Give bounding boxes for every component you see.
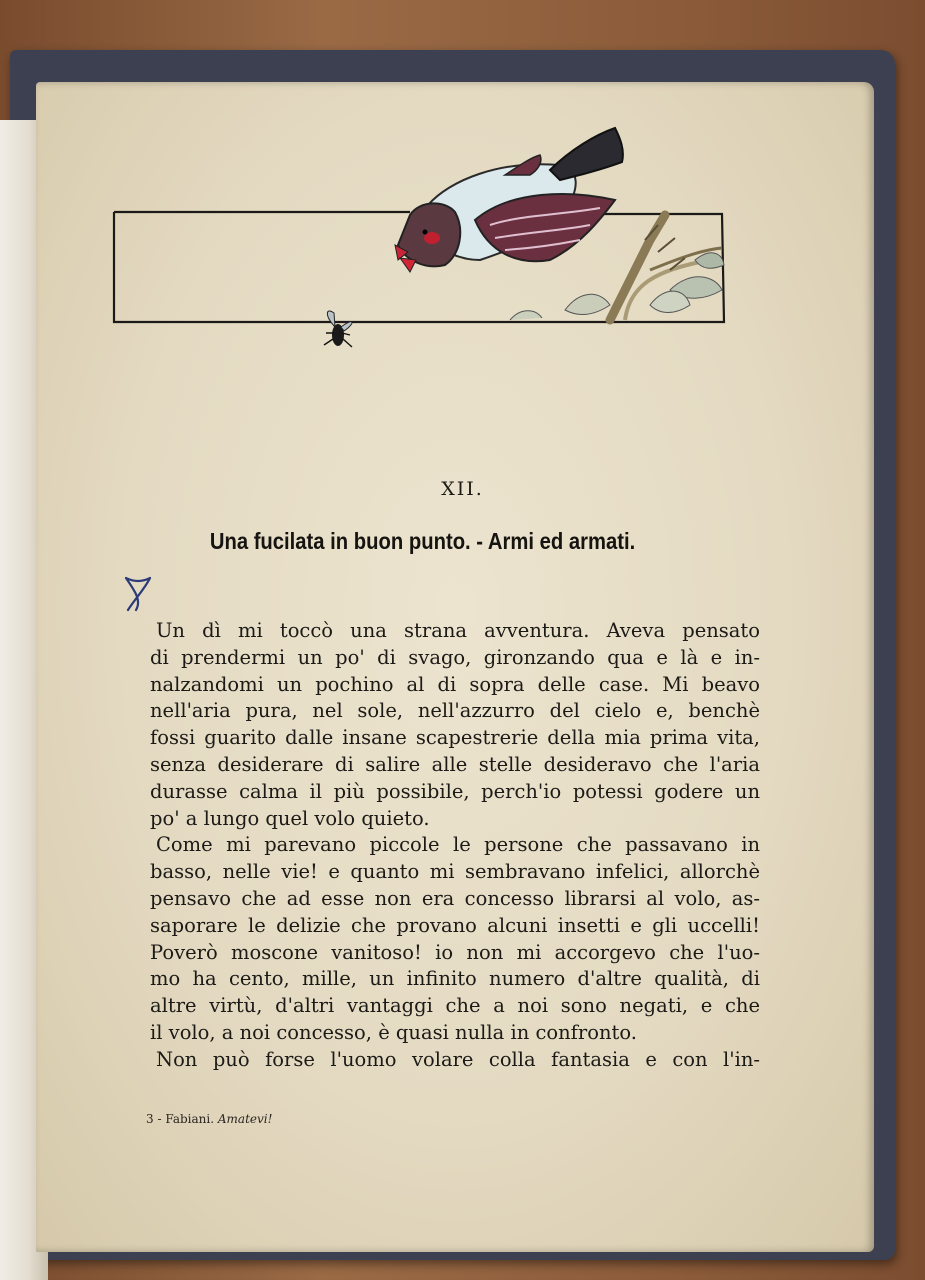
footer-book-title: Amatevi!	[217, 1112, 273, 1126]
text-line: basso, nelle vie! e quanto mi sembravano infelici, allorchè	[150, 860, 760, 884]
text-line: nalzandomi un pochino al di sopra delle case. Mi beavo	[150, 672, 760, 696]
chapter-number: XII.	[441, 478, 484, 500]
text-line: po' a lungo quel volo quieto.	[150, 806, 430, 830]
body-text	[150, 618, 760, 1074]
text-line: il volo, a noi concesso, è quasi nulla in confronto.	[150, 1020, 637, 1044]
bird-and-fly-icon	[110, 120, 730, 360]
text-line: mo ha cento, mille, un infinito numero d'altre qualità, di	[150, 967, 760, 991]
text-line: altre virtù, d'altri vantaggi che a noi sono negati, e che	[150, 994, 760, 1018]
text-line: nell'aria pura, nel sole, nell'azzurro del cielo e, benchè	[150, 699, 760, 723]
footer-signature: 3 - Fabiani.	[146, 1112, 215, 1126]
text-line: Un dì mi toccò una strana avventura. Aveva pensato	[156, 619, 760, 642]
page-footer	[146, 1112, 272, 1126]
text-line: senza desiderare di salire alle stelle desideravo che l'aria	[150, 752, 760, 776]
chapter-title: Una fucilata in buon punto. - Armi ed armati.	[209, 528, 636, 554]
text-line: fossi guarito dalle insane scapestrerie della mia prima vita,	[150, 726, 760, 750]
text-line: saporare le delizie che provano alcuni insetti e gli uccelli!	[150, 913, 760, 937]
text-line: Come mi parevano piccole le persone che passavano in	[156, 833, 760, 857]
text-line: Non può forse l'uomo volare colla fantasia e con l'in-	[156, 1047, 760, 1071]
text-line: durasse calma il più possibile, perch'io potessi godere un	[150, 779, 760, 803]
text-line: Poverò moscone vanitoso! io non mi accorgevo che l'uo-	[150, 940, 760, 964]
text-line: di prendermi un po' di svago, gironzando qua e là e in-	[150, 645, 760, 669]
text-line: pensavo che ad esse non era concesso librarsi al volo, as-	[150, 886, 760, 910]
pencil-mark-icon	[120, 572, 156, 614]
